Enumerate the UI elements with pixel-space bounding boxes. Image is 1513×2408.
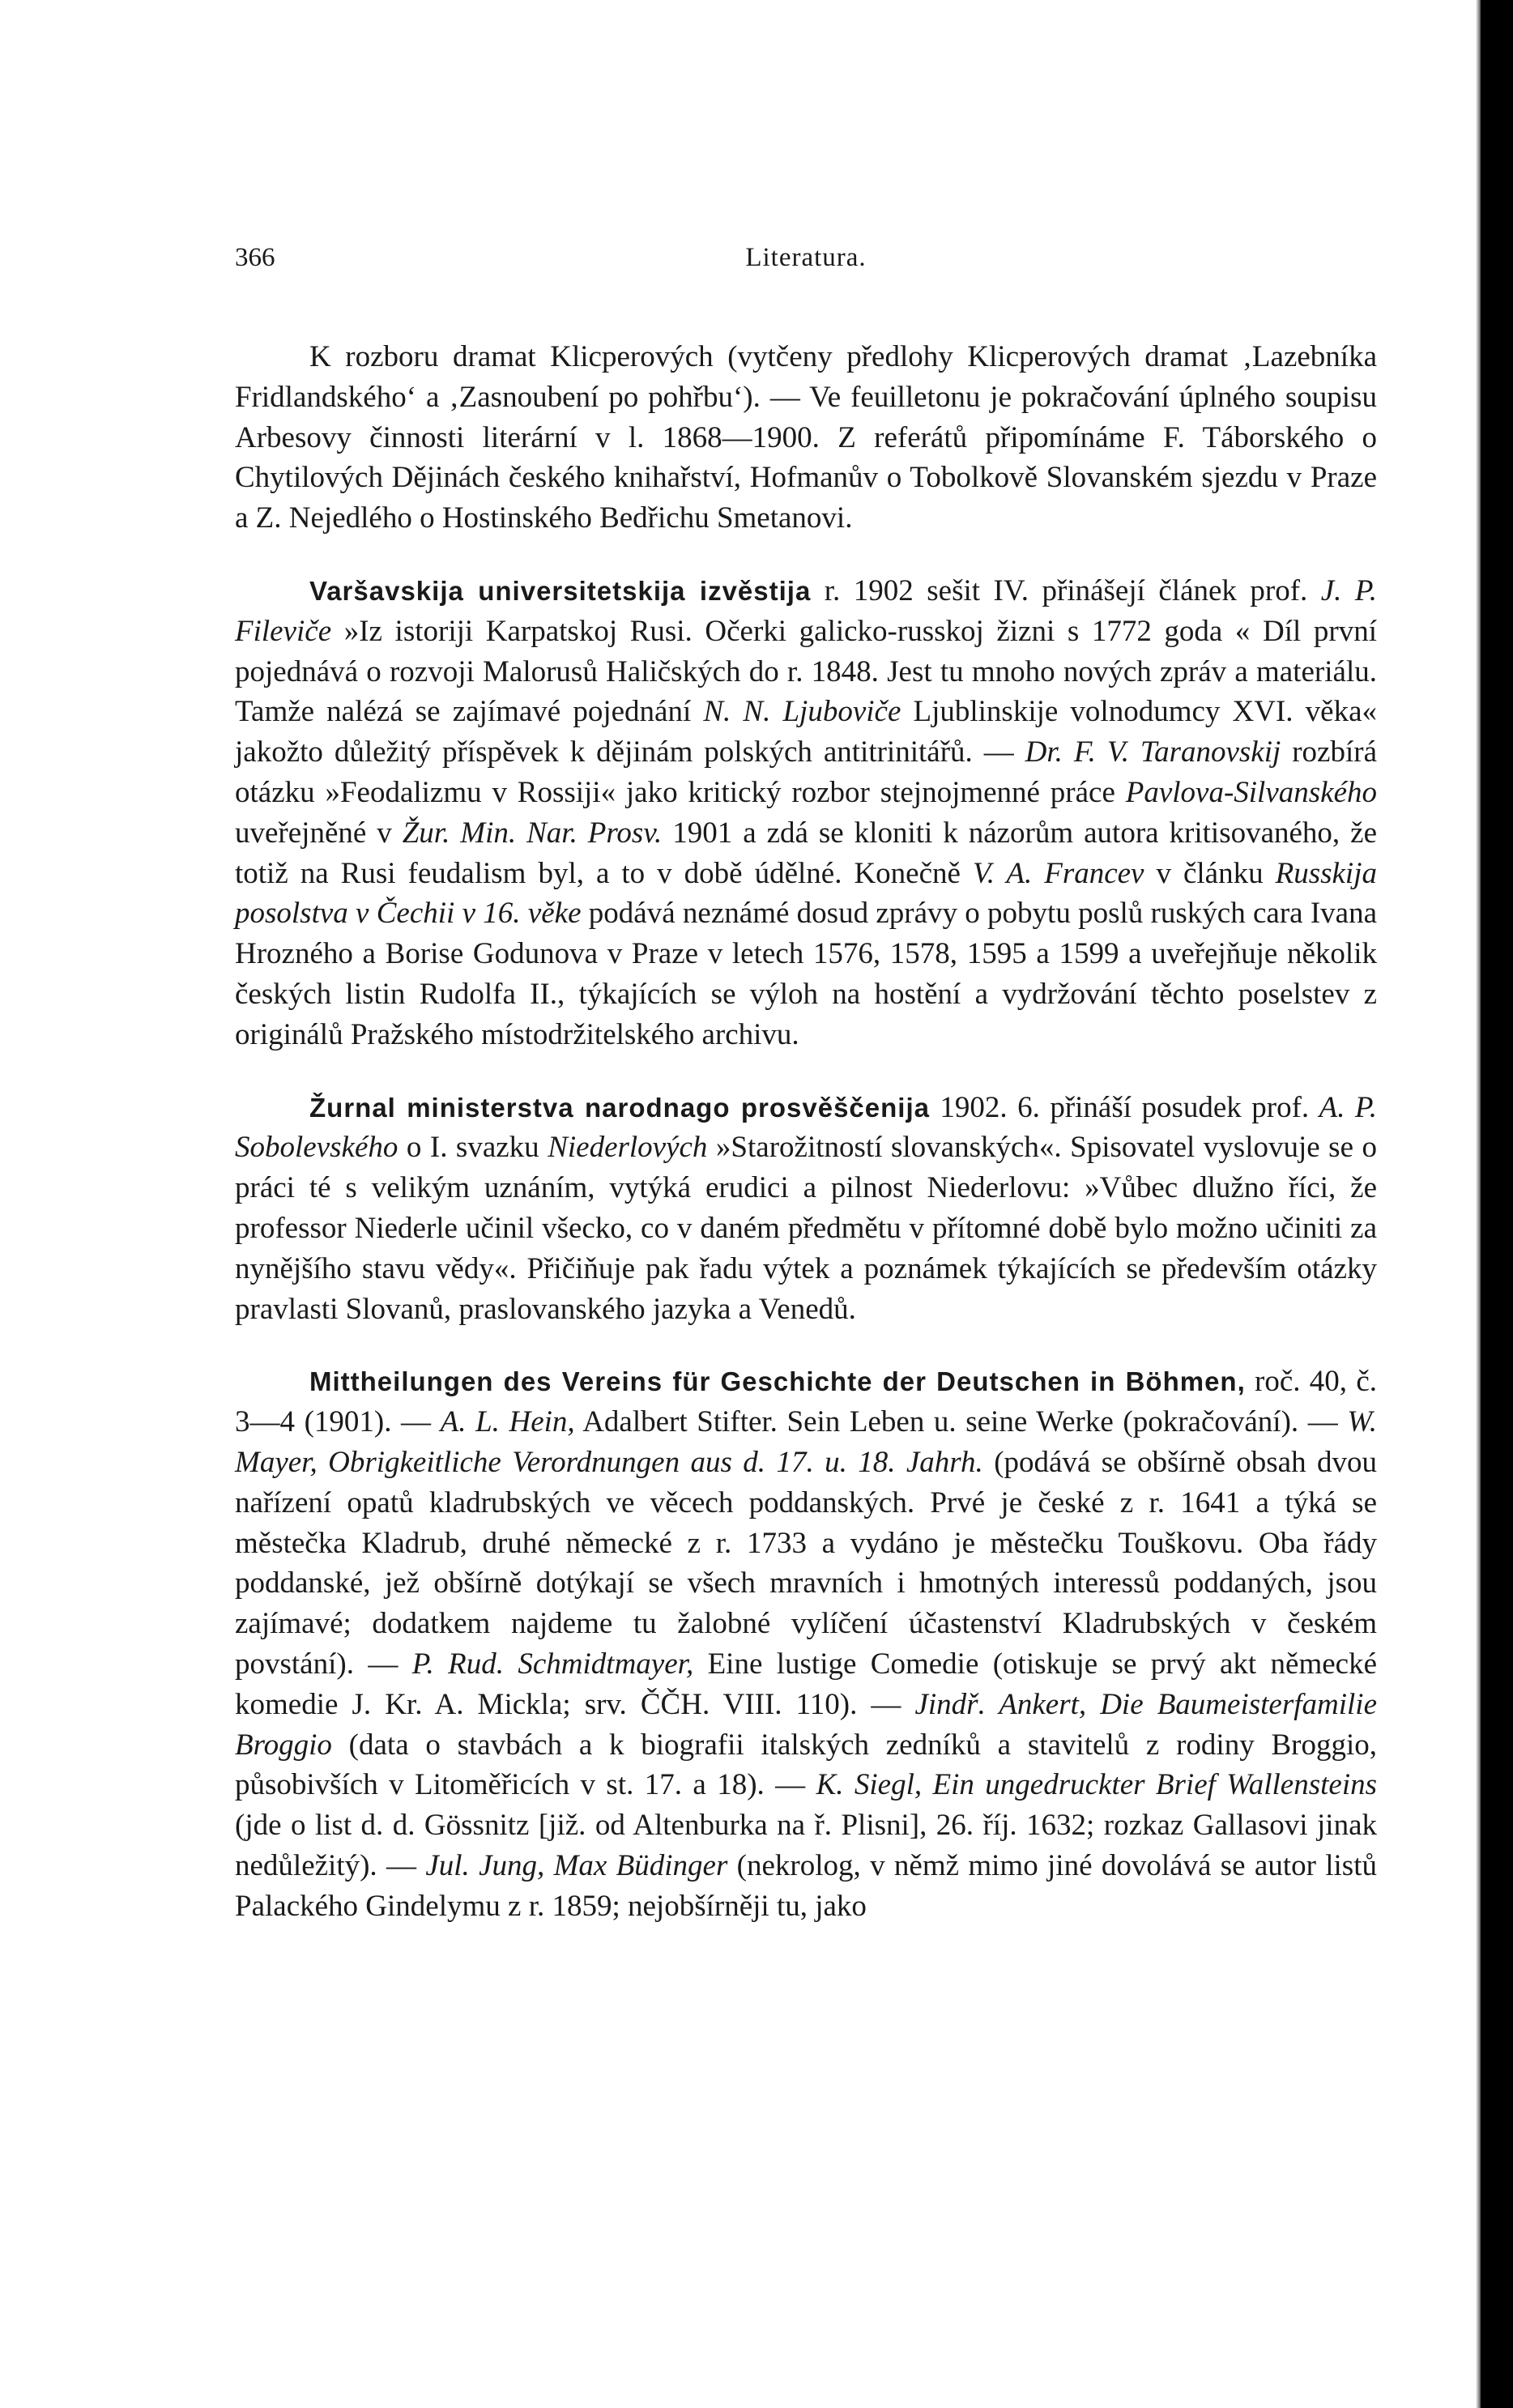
text-body — [235, 337, 1377, 1926]
text-run: K rozboru dramat Klicperových (vytčeny předlohy Klicperových dramat ‚Lazebníka Fridlandského‘ a ‚Zasnoubení po pohřbu‘). — Ve feuilletonu je pokračování úplného soupisu Arbesovy činnosti literární v l. 1868—1900. Z referátů připomínáme F. Táborského o Chytilových Dějinách českého knihařství, Hofmanův o Tobolkově Slovanském sjezdu v Praze a Z. Nejedlého o Hostinského Bedřichu Smetanovi. — [235, 340, 1377, 535]
text-run: (data o stavbách a k biografii italských zedníků a stavitelů z rodiny Broggio, působivších v Litoměřicích v st. 17. a 18). — — [235, 1728, 1377, 1802]
paragraph — [235, 337, 1377, 539]
paragraph — [235, 1088, 1377, 1330]
italic-reference: Niederlových — [548, 1131, 708, 1165]
italic-reference: V. A. Francev — [972, 856, 1144, 890]
text-run: Eine lustige Comedie (otiskuje se prvý akt německé komedie J. Kr. A. Mickla; srv. ČČH. VIII. 110). — — [235, 1647, 1378, 1721]
text-run: o I. svazku — [398, 1131, 548, 1165]
italic-reference: A. P. Sobolevského — [235, 1090, 1377, 1165]
running-title: Literatura. — [745, 243, 867, 272]
italic-reference: P. Rud. Schmidtmayer, — [411, 1647, 694, 1681]
italic-reference: K. Siegl, Ein ungedruckter Brief Wallensteins — [816, 1768, 1377, 1802]
journal-title: Mittheilungen des Vereins für Geschichte der Deutschen in Böhmen, — [309, 1366, 1246, 1397]
scan-border — [1481, 0, 1513, 2408]
italic-reference: Jindř. Ankert, Die Baumeisterfamilie Broggio — [235, 1687, 1377, 1762]
text-run: 1902. 6. přináší posudek prof. — [929, 1090, 1319, 1124]
italic-reference: N. N. Ljuboviče — [703, 695, 901, 729]
journal-title: Žurnal ministerstva narodnago prosvěščenija — [309, 1092, 930, 1123]
journal-title: Varšavskija universitetskija izvěstija — [309, 575, 812, 606]
text-run: podává neznámé dosud zprávy o pobytu poslů ruských cara Ivana Hrozného a Borise Godunova v Praze v letech 1576, 1578, 1595 a 1599 a uveřejňuje několik českých listin Rudolfa II., týkajících se výloh na hostění a vydržování těchto poselstev z originálů Pražského místodržitelského archivu. — [235, 897, 1378, 1051]
paragraph — [235, 1362, 1377, 1926]
italic-reference: A. L. Hein, — [440, 1405, 575, 1439]
italic-reference: Jul. Jung, Max Büdinger — [425, 1848, 728, 1882]
text-run: r. 1902 sešit IV. přinášejí článek prof. — [811, 573, 1321, 607]
paragraph — [235, 571, 1377, 1055]
text-run: uveřejněné v — [235, 816, 403, 850]
italic-reference: W. Mayer, Obrigkeitliche Verordnungen aus d. 17. u. 18. Jahrh. — [235, 1405, 1377, 1479]
page — [235, 243, 1377, 1958]
italic-reference: Žur. Min. Nar. Prosv. — [402, 816, 663, 850]
text-run: Adalbert Stifter. Sein Leben u. seine Werke (pokračování). — — [574, 1405, 1348, 1439]
running-head — [235, 243, 1377, 288]
text-run: roč. 40, č. 3—4 (1901). — — [235, 1365, 1378, 1439]
italic-reference: Dr. F. V. Taranovskij — [1025, 735, 1281, 769]
text-run: (podává se obšírně obsah dvou nařízení opatů kladrubských ve věcech poddanských. Prvé je české z r. 1641 a týká se městečka Kladrub, druhé německé z r. 1733 a vydáno je městečku Touškovu. Oba řády poddanské, jež obšírně dotýkají se všech mravních i hmotných interessů poddaných, jsou zajímavé; dodatkem najdeme tu žalobné vylíčení účastenství Kladrubských v českém povstání). — — [235, 1445, 1378, 1681]
italic-reference: Russkija posolstva v Čechii v 16. věke — [235, 856, 1377, 931]
page-number: 366 — [235, 243, 275, 272]
text-run: v článku — [1144, 856, 1276, 890]
text-run: »Starožitností slovanských«. Spisovatel vyslovuje se o práci té s velikým uznáním, vytýká erudici a pilnost Niederlovu: »Vůbec dlužno říci, že professor Niederle učinil všecko, co v daném předmětu v přítomné době bylo možno učiniti za nynějšího stavu vědy«. Přičiňuje pak řadu výtek a poznámek týkajících se především otázky pravlasti Slovanů, praslovanského jazyka a Venedů. — [235, 1131, 1377, 1326]
italic-reference: Pavlova-Silvanského — [1125, 775, 1377, 809]
text-run: (nekrolog, v němž mimo jiné dovolává se autor listů Palackého Gindelymu z r. 1859; nejobšírněji tu, jako — [235, 1848, 1377, 1923]
text-run: 1901 a zdá se kloniti k názorům autora kritisovaného, že totiž na Rusi feudalism byl, a to v době údělné. Konečně — [235, 816, 1377, 890]
text-run: (jde o list d. d. Gössnitz [již. od Altenburka na ř. Plisni], 26. říj. 1632; rozkaz Gallasovi jinak nedůležitý). — — [235, 1809, 1377, 1882]
text-run: rozbírá otázku »Feodalizmu v Rossiji« jako kritický rozbor stejnojmenné práce — [235, 735, 1377, 809]
text-run: Ljublinskije volnodumcy XVI. věka« jakožto důležitý příspěvek k dějinám polských antitrinitářů. — — [235, 695, 1377, 769]
italic-reference: J. P. Fileviče — [235, 573, 1377, 648]
text-run: »Iz istoriji Karpatskoj Rusi. Očerki galicko-russkoj žizni s 1772 goda « Díl první pojednává o rozvoji Malorusů Haličských do r. 1848. Jest tu mnoho nových zpráv a materiálu. Tamže nalézá se zajímavé pojednání — [235, 614, 1377, 729]
